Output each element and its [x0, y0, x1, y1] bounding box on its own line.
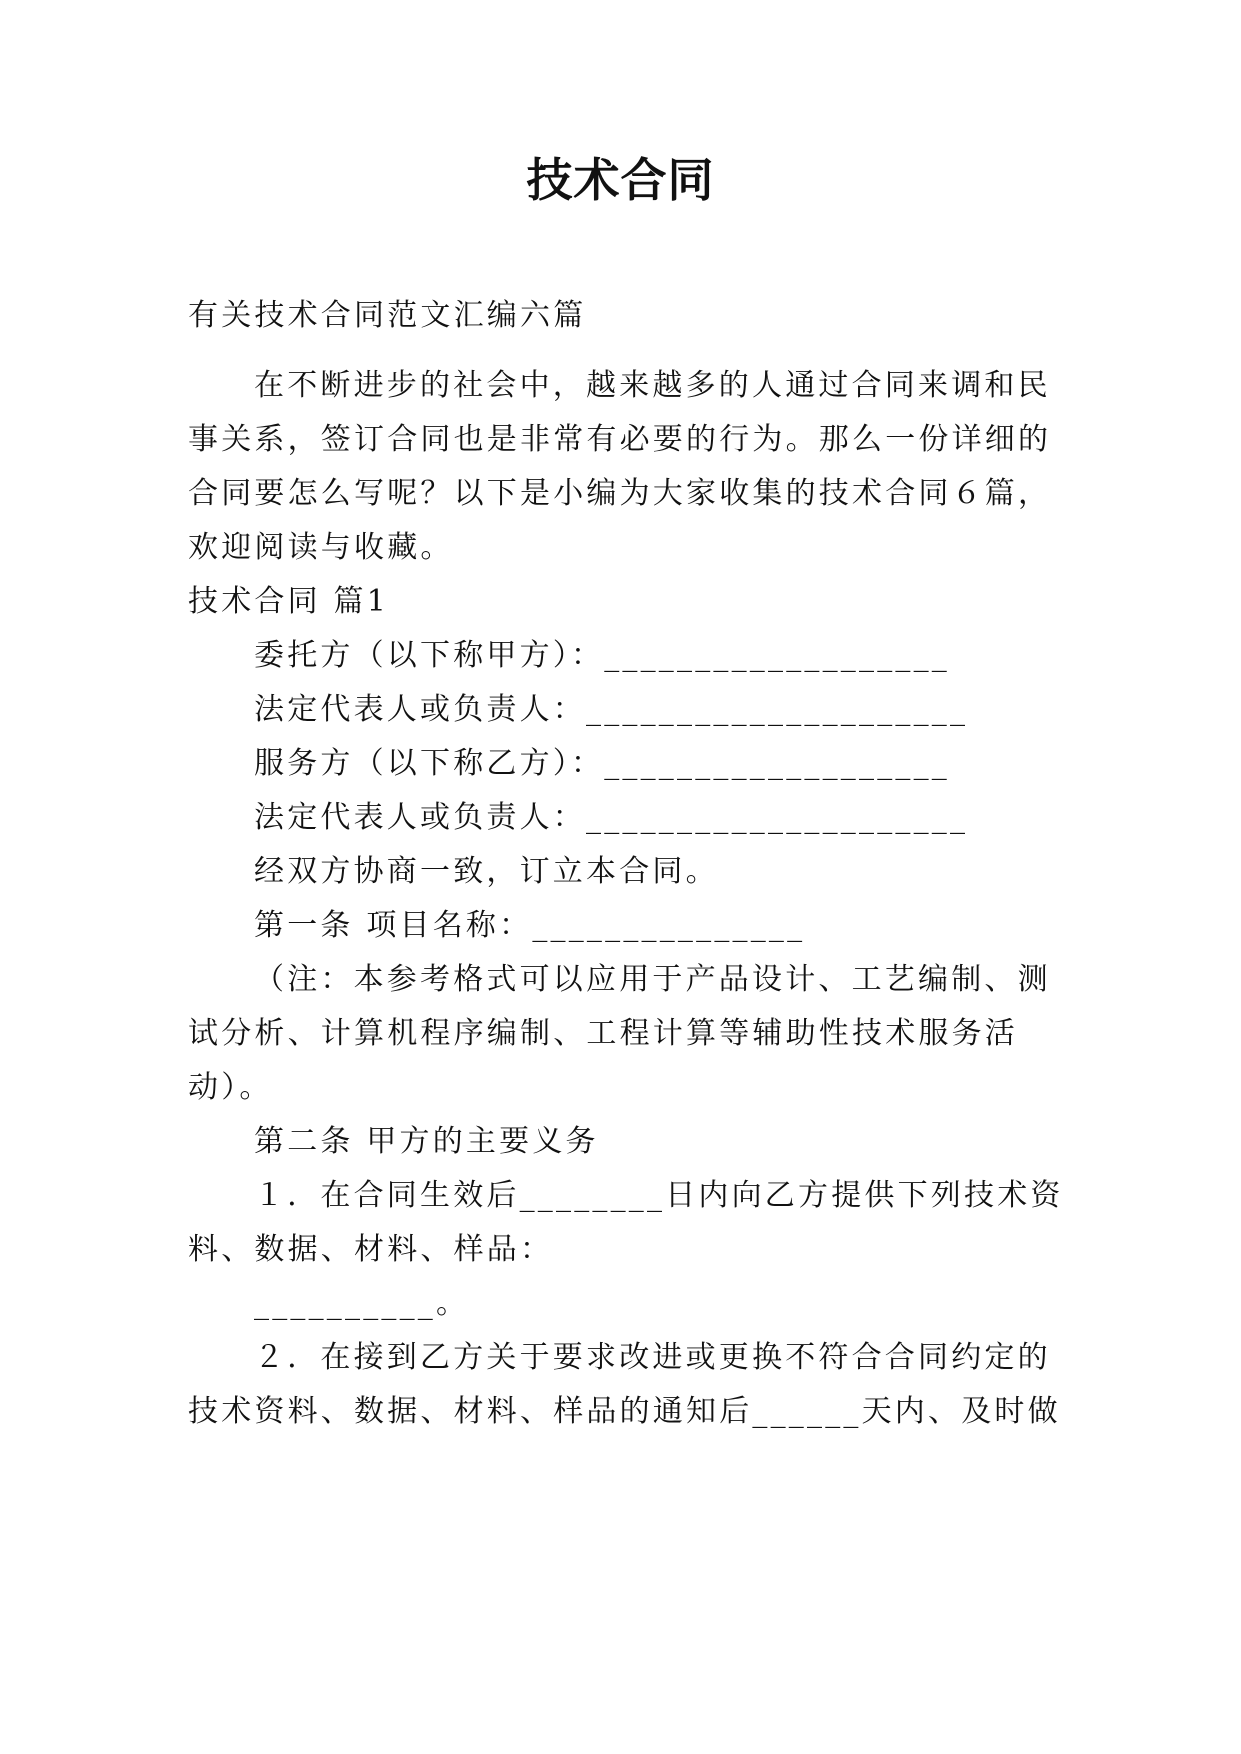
paragraph-line: 在不断进步的社会中，越来越多的人通过合同来调和民	[254, 368, 1051, 403]
form-field-line: 委托方（以下称甲方）：___________________	[254, 638, 950, 673]
form-field-line: 服务方（以下称乙方）：___________________	[254, 746, 950, 781]
clause-heading: 第二条 甲方的主要义务	[254, 1124, 599, 1159]
clause-line: 料、数据、材料、样品：	[188, 1232, 554, 1267]
paragraph-line: 事关系，签订合同也是非常有必要的行为。那么一份详细的	[188, 422, 1052, 457]
blank-line: __________。	[254, 1286, 470, 1321]
section-heading: 技术合同 篇1	[188, 584, 390, 619]
note-line: 动）。	[188, 1070, 273, 1105]
form-field-line: 法定代表人或负责人：_____________________	[254, 692, 969, 727]
form-field-line: 法定代表人或负责人：_____________________	[254, 800, 969, 835]
paragraph-line: 合同要怎么写呢？以下是小编为大家收集的技术合同６篇，	[188, 476, 1052, 511]
clause-line: ２．在接到乙方关于要求改进或更换不符合合同约定的	[254, 1340, 1051, 1375]
document-title: 技术合同	[526, 153, 715, 207]
paragraph-line: 经双方协商一致，订立本合同。	[254, 854, 719, 889]
document-subtitle: 有关技术合同范文汇编六篇	[188, 298, 587, 333]
clause-line: 技术资料、数据、材料、样品的通知后______天内、及时做	[188, 1394, 1061, 1429]
clause-line: １．在合同生效后________日内向乙方提供下列技术资	[254, 1178, 1064, 1213]
note-line: 试分析、计算机程序编制、工程计算等辅助性技术服务活	[188, 1016, 1018, 1051]
note-line: （注：本参考格式可以应用于产品设计、工艺编制、测	[254, 962, 1051, 997]
paragraph-line: 欢迎阅读与收藏。	[188, 530, 454, 565]
clause-line: 第一条 项目名称：_______________	[254, 908, 806, 943]
